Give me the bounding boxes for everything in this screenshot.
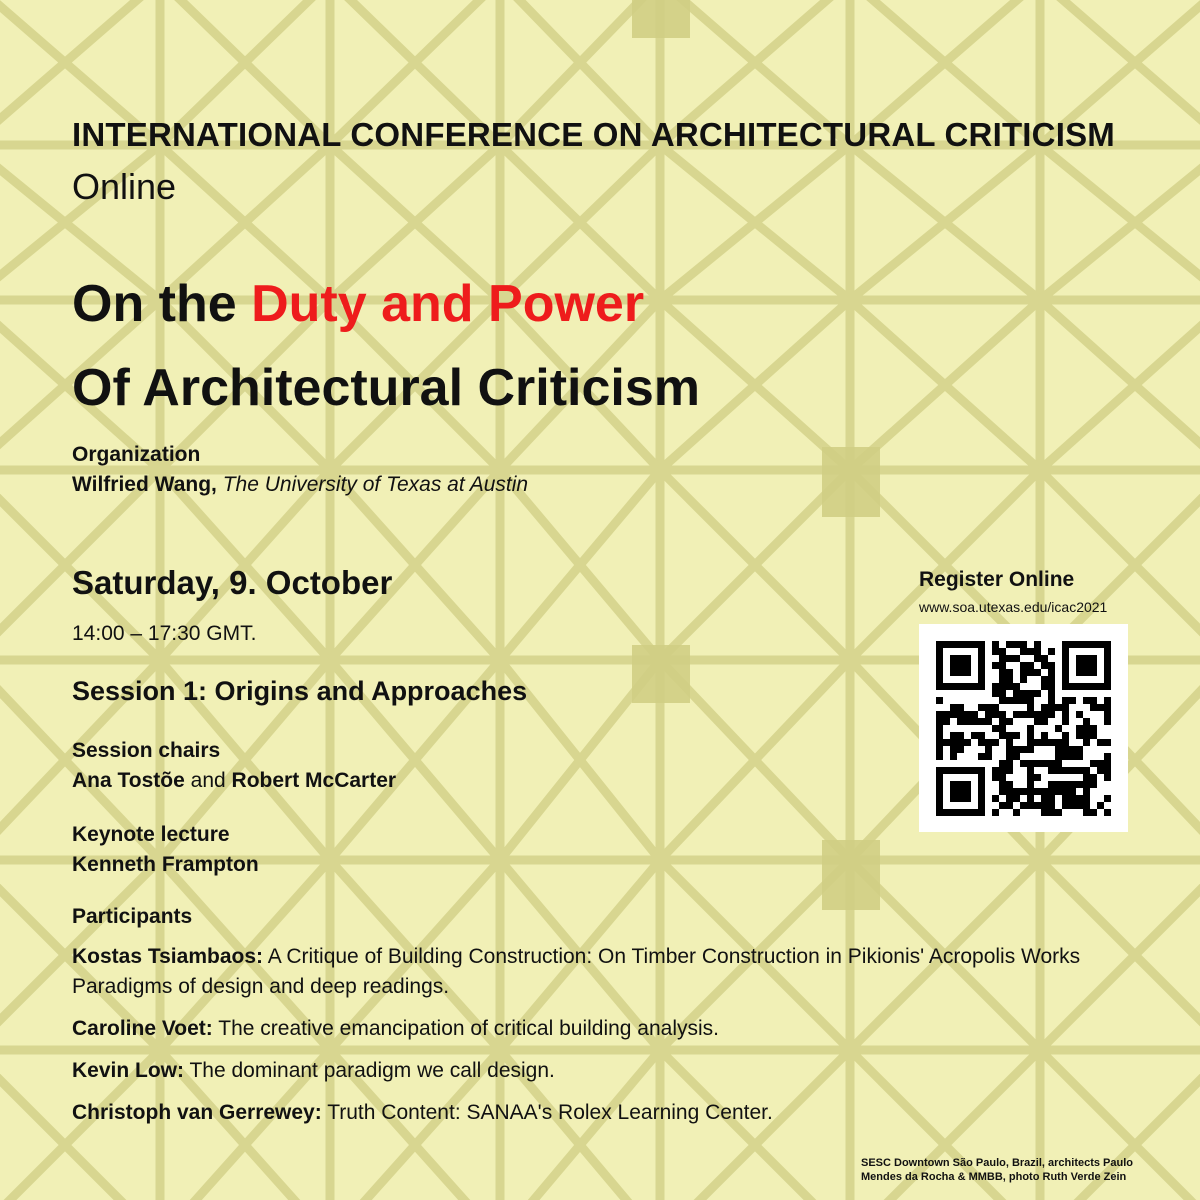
event-mode: Online	[72, 166, 177, 207]
keynote-label: Keynote lecture	[72, 823, 230, 846]
event-date: Saturday, 9. October	[72, 564, 393, 601]
organization-line	[72, 470, 528, 500]
participant-name: Christoph van Gerrewey:	[72, 1101, 322, 1124]
participant-name: Kevin Low:	[72, 1059, 185, 1082]
photo-credit	[861, 1156, 1151, 1184]
organization-block	[72, 440, 528, 500]
keynote-speaker: Kenneth Frampton	[72, 853, 259, 876]
participant-item	[72, 942, 1082, 1002]
register-block	[919, 566, 1149, 618]
headline	[72, 262, 700, 430]
conference-title: INTERNATIONAL CONFERENCE ON ARCHITECTURAL CRITICISM	[72, 116, 1115, 153]
session-chairs-names	[72, 766, 396, 796]
keynote-block	[72, 820, 259, 880]
qr-code[interactable]	[919, 624, 1128, 832]
participant-talk: The dominant paradigm we call design.	[189, 1059, 555, 1082]
organization-label: Organization	[72, 443, 201, 466]
register-title: Register Online	[919, 568, 1075, 591]
headline-accent: Duty and Power	[251, 275, 645, 333]
chair-2: Robert McCarter	[231, 769, 397, 792]
participants-block	[72, 902, 1082, 1140]
participant-item	[72, 1056, 1082, 1086]
register-url[interactable]: www.soa.utexas.edu/icac2021	[919, 599, 1108, 615]
photo-credit-line-1: SESC Downtown São Paulo, Brazil, architects Paulo	[861, 1157, 1133, 1169]
participant-item	[72, 1014, 1082, 1044]
participant-talk: The creative emancipation of critical building analysis.	[218, 1017, 720, 1040]
participant-item	[72, 1098, 1082, 1128]
qr-code-icon	[919, 624, 1128, 832]
chair-joiner: and	[190, 769, 226, 792]
event-time: 14:00 – 17:30 GMT.	[72, 622, 257, 645]
headline-line-1	[72, 262, 700, 346]
participant-name: Caroline Voet:	[72, 1017, 213, 1040]
headline-prefix: On the	[72, 275, 252, 333]
participants-label: Participants	[72, 905, 193, 928]
organizer-name: Wilfried Wang,	[72, 473, 217, 496]
headline-line-2: Of Architectural Criticism	[72, 359, 701, 417]
participant-name: Kostas Tsiambaos:	[72, 945, 263, 968]
photo-credit-line-2: Mendes da Rocha & MMBB, photo Ruth Verde Zein	[861, 1171, 1127, 1183]
chair-1: Ana Tostõe	[72, 769, 185, 792]
session-title: Session 1: Origins and Approaches	[72, 676, 528, 706]
session-chairs-block	[72, 736, 396, 796]
participant-talk: A Critique of Building Construction: On Timber Construction in Pikionis' Acropolis Works Paradigms of design and deep readings.	[72, 945, 1081, 998]
session-chairs-label: Session chairs	[72, 739, 221, 762]
participant-talk: Truth Content: SANAA's Rolex Learning Center.	[327, 1101, 773, 1124]
organizer-affiliation: The University of Texas at Austin	[222, 473, 529, 496]
